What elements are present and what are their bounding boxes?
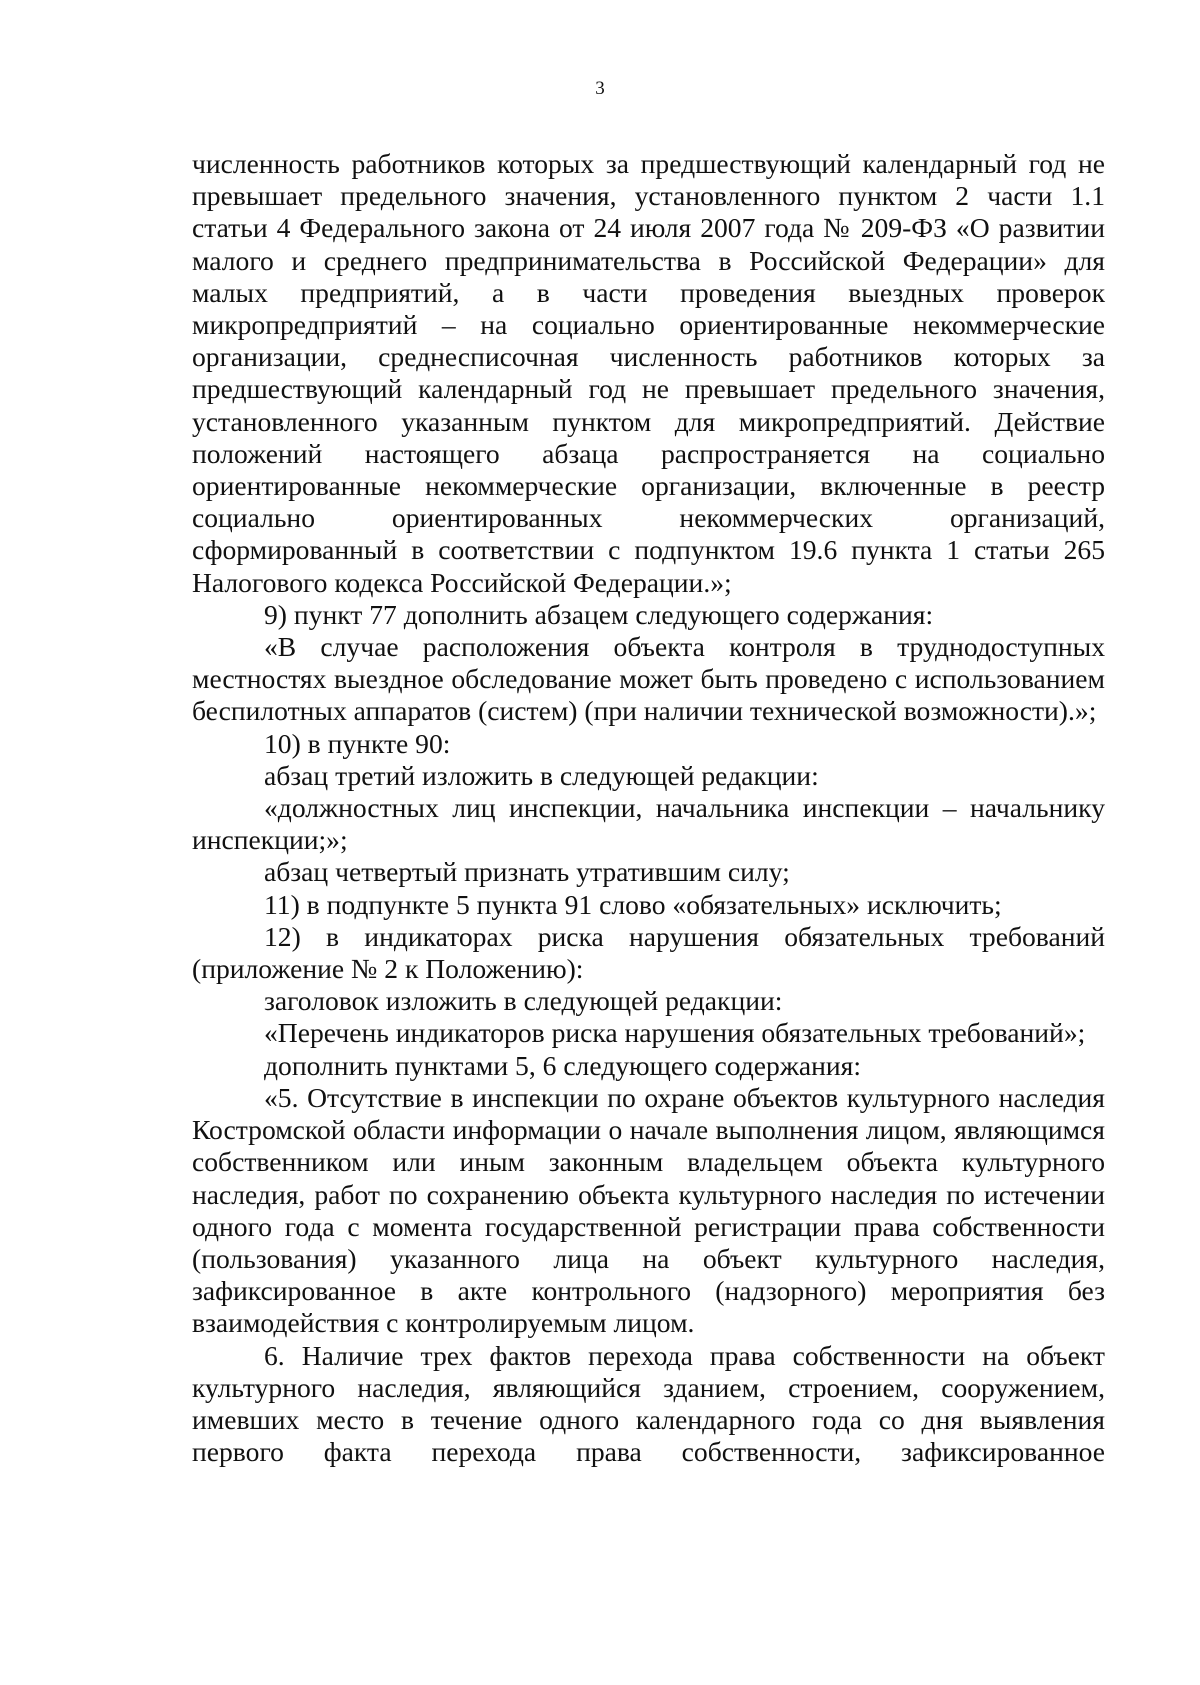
paragraph-item-10: 10) в пункте 90: — [264, 727, 451, 759]
paragraph-heading-edit: заголовок изложить в следующей редакции: — [264, 985, 783, 1017]
paragraph-item-9: 9) пункт 77 дополнить абзацем следующего содержания: — [264, 598, 934, 630]
page-number: 3 — [595, 78, 605, 99]
paragraph-quote-remote-areas: «В случае расположения объекта контроля в труднодоступных местностях выездное обследование может быть проведено с использованием беспилотных аппаратов (систем) (при наличии технической возможности).»; — [192, 631, 1105, 727]
paragraph-add-items: дополнить пунктами 5, 6 следующего содержания: — [264, 1049, 862, 1081]
paragraph-item-12: 12) в индикаторах риска нарушения обязательных требований (приложение № 2 к Положению): — [192, 920, 1105, 985]
paragraph-indicator-6: 6. Наличие трех фактов перехода права собственности на объект культурного наследия, являющийся зданием, строением, сооружением, имевших место в течение одного календарного года со дня выявления первого факта перехода права собственности, зафиксированное — [192, 1339, 1105, 1468]
paragraph-quote-list-title: «Перечень индикаторов риска нарушения обязательных требований»; — [264, 1017, 1086, 1049]
paragraph-third-abzats: абзац третий изложить в следующей редакции: — [264, 759, 819, 791]
document-body — [192, 148, 1105, 1468]
paragraph-continuation: численность работников которых за предшествующий календарный год не превышает предельного значения, установленного пунктом 2 части 1.1 статьи 4 Федерального закона от 24 июля 2007 года № 209-ФЗ «О развитии малого и среднего предпринимательства в Российской Федерации» для малых предприятий, а в части проведения выездных проверок микропредприятий – на социально ориентированные некоммерческие организации, среднесписочная численность работников которых за предшествующий календарный год не превышает предельного значения, установленного указанным пунктом для микропредприятий. Действие положений настоящего абзаца распространяется на социально ориентированные некоммерческие организации, включенные в реестр социально ориентированных некоммерческих организаций, сформированный в соответствии с подпунктом 19.6 пункта 1 статьи 265 Налогового кодекса Российской Федерации.»; — [192, 148, 1105, 598]
paragraph-indicator-5: «5. Отсутствие в инспекции по охране объектов культурного наследия Костромской области информации о начале выполнения лицом, являющимся собственником или иным законным владельцем объекта культурного наследия, работ по сохранению объекта культурного наследия по истечении одного года с момента государственной регистрации права собственности (пользования) указанного лица на объект культурного наследия, зафиксированное в акте контрольного (надзорного) мероприятия без взаимодействия с контролируемым лицом. — [192, 1081, 1105, 1339]
paragraph-fourth-abzats: абзац четвертый признать утратившим силу; — [264, 856, 790, 888]
paragraph-quote-officials: «должностных лиц инспекции, начальника инспекции – начальнику инспекции;»; — [192, 792, 1105, 856]
paragraph-item-11: 11) в подпункте 5 пункта 91 слово «обязательных» исключить; — [264, 888, 1002, 920]
